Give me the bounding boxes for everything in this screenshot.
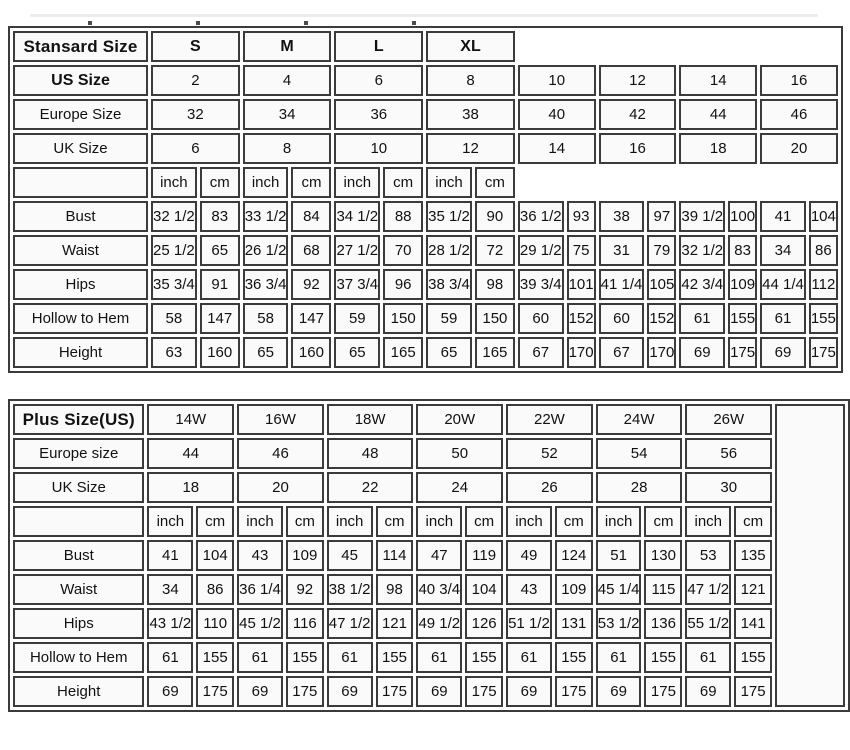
measurement-value: 45 1/4 — [596, 574, 642, 605]
measurement-value: 86 — [809, 235, 838, 266]
measurement-value: 165 — [475, 337, 515, 368]
size-group-header: L — [334, 31, 423, 62]
measurement-value: 175 — [196, 676, 234, 707]
measurement-value: 34 — [760, 235, 806, 266]
measurement-value: 101 — [567, 269, 596, 300]
unit-label: inch — [596, 506, 642, 537]
size-value: 42 — [599, 99, 677, 130]
measurement-value: 160 — [200, 337, 240, 368]
size-value: 16 — [599, 133, 677, 164]
row-label: Waist — [13, 235, 148, 266]
size-value: 28 — [596, 472, 683, 503]
measurement-value: 165 — [383, 337, 423, 368]
measurement-value: 155 — [555, 642, 593, 673]
size-value: 8 — [243, 133, 332, 164]
size-value: 46 — [237, 438, 324, 469]
measurement-value: 69 — [760, 337, 806, 368]
measurement-value: 37 3/4 — [334, 269, 380, 300]
unit-label: cm — [383, 167, 423, 198]
unit-label: cm — [465, 506, 503, 537]
measurement-value: 131 — [555, 608, 593, 639]
measurement-value: 88 — [383, 201, 423, 232]
plus-size-table — [8, 399, 850, 712]
unit-label: inch — [147, 506, 193, 537]
size-value: 22 — [327, 472, 414, 503]
row-label: Waist — [13, 574, 144, 605]
cropped-content-artifact — [196, 21, 200, 25]
measurement-value: 155 — [809, 303, 838, 334]
measurement-value: 44 1/4 — [760, 269, 806, 300]
unit-row-corner-cell — [13, 506, 144, 537]
measurement-value: 115 — [644, 574, 682, 605]
size-group-header: 24W — [596, 404, 683, 435]
measurement-value: 69 — [506, 676, 552, 707]
measurement-value: 60 — [599, 303, 645, 334]
measurement-value: 96 — [383, 269, 423, 300]
measurement-value: 69 — [237, 676, 283, 707]
size-group-header: S — [151, 31, 240, 62]
cropped-content-artifact — [30, 14, 818, 17]
measurement-value: 38 1/2 — [327, 574, 373, 605]
size-value: 56 — [685, 438, 772, 469]
measurement-value: 97 — [647, 201, 676, 232]
size-value: 30 — [685, 472, 772, 503]
measurement-value: 28 1/2 — [426, 235, 472, 266]
unit-row-corner-cell — [13, 167, 148, 198]
measurement-value: 150 — [383, 303, 423, 334]
measurement-value: 49 1/2 — [416, 608, 462, 639]
measurement-value: 98 — [376, 574, 414, 605]
measurement-value: 98 — [475, 269, 515, 300]
unit-label: inch — [327, 506, 373, 537]
measurement-value: 121 — [376, 608, 414, 639]
measurement-value: 110 — [196, 608, 234, 639]
size-value: 2 — [151, 65, 240, 96]
blank-column-cell — [775, 404, 845, 707]
measurement-value: 109 — [555, 574, 593, 605]
measurement-value: 39 3/4 — [518, 269, 564, 300]
size-value: 36 — [334, 99, 423, 130]
measurement-value: 83 — [728, 235, 757, 266]
measurement-value: 47 1/2 — [685, 574, 731, 605]
measurement-value: 32 1/2 — [679, 235, 725, 266]
measurement-value: 175 — [734, 676, 772, 707]
size-value: 6 — [151, 133, 240, 164]
measurement-value: 86 — [196, 574, 234, 605]
measurement-value: 175 — [555, 676, 593, 707]
measurement-value: 135 — [734, 540, 772, 571]
measurement-value: 65 — [334, 337, 380, 368]
measurement-value: 160 — [291, 337, 331, 368]
measurement-value: 69 — [327, 676, 373, 707]
measurement-value: 43 1/2 — [147, 608, 193, 639]
measurement-value: 36 1/4 — [237, 574, 283, 605]
size-value: 20 — [237, 472, 324, 503]
measurement-value: 27 1/2 — [334, 235, 380, 266]
measurement-value: 53 — [685, 540, 731, 571]
measurement-value: 49 — [506, 540, 552, 571]
unit-label: cm — [644, 506, 682, 537]
unit-label: cm — [200, 167, 240, 198]
size-value: 40 — [518, 99, 596, 130]
measurement-value: 63 — [151, 337, 197, 368]
measurement-value: 47 1/2 — [327, 608, 373, 639]
measurement-value: 126 — [465, 608, 503, 639]
measurement-value: 51 — [596, 540, 642, 571]
size-value: 54 — [596, 438, 683, 469]
measurement-value: 92 — [286, 574, 324, 605]
measurement-value: 155 — [286, 642, 324, 673]
size-value: 26 — [506, 472, 593, 503]
measurement-value: 155 — [376, 642, 414, 673]
measurement-value: 61 — [416, 642, 462, 673]
measurement-value: 105 — [647, 269, 676, 300]
row-label: Bust — [13, 540, 144, 571]
measurement-value: 100 — [728, 201, 757, 232]
measurement-value: 175 — [465, 676, 503, 707]
measurement-value: 91 — [200, 269, 240, 300]
unit-label: inch — [237, 506, 283, 537]
measurement-value: 155 — [734, 642, 772, 673]
cropped-content-artifact — [304, 21, 308, 25]
measurement-value: 175 — [728, 337, 757, 368]
size-group-header: 26W — [685, 404, 772, 435]
measurement-value: 67 — [518, 337, 564, 368]
measurement-value: 41 — [147, 540, 193, 571]
measurement-value: 155 — [196, 642, 234, 673]
size-value: 38 — [426, 99, 515, 130]
size-group-header: M — [243, 31, 332, 62]
measurement-value: 34 1/2 — [334, 201, 380, 232]
size-value: 14 — [679, 65, 757, 96]
size-group-header: 22W — [506, 404, 593, 435]
size-value: 52 — [506, 438, 593, 469]
measurement-value: 43 — [237, 540, 283, 571]
row-label: Hips — [13, 269, 148, 300]
size-value: 50 — [416, 438, 503, 469]
measurement-value: 33 1/2 — [243, 201, 289, 232]
measurement-value: 53 1/2 — [596, 608, 642, 639]
measurement-value: 90 — [475, 201, 515, 232]
size-value: 34 — [243, 99, 332, 130]
size-value: 16 — [760, 65, 838, 96]
measurement-value: 136 — [644, 608, 682, 639]
cropped-content-artifact — [412, 21, 416, 25]
measurement-value: 65 — [200, 235, 240, 266]
measurement-value: 69 — [147, 676, 193, 707]
size-value: 18 — [679, 133, 757, 164]
size-value: 48 — [327, 438, 414, 469]
measurement-value: 40 3/4 — [416, 574, 462, 605]
measurement-value: 124 — [555, 540, 593, 571]
measurement-value: 59 — [334, 303, 380, 334]
measurement-value: 61 — [596, 642, 642, 673]
measurement-value: 51 1/2 — [506, 608, 552, 639]
measurement-value: 75 — [567, 235, 596, 266]
measurement-value: 104 — [196, 540, 234, 571]
unit-label: inch — [685, 506, 731, 537]
measurement-value: 121 — [734, 574, 772, 605]
measurement-value: 35 1/2 — [426, 201, 472, 232]
measurement-value: 59 — [426, 303, 472, 334]
measurement-value: 170 — [567, 337, 596, 368]
unit-label: inch — [243, 167, 289, 198]
measurement-value: 65 — [426, 337, 472, 368]
size-value: 46 — [760, 99, 838, 130]
measurement-value: 112 — [809, 269, 838, 300]
measurement-value: 61 — [506, 642, 552, 673]
unit-label: inch — [416, 506, 462, 537]
measurement-value: 147 — [291, 303, 331, 334]
size-value: 44 — [679, 99, 757, 130]
measurement-value: 72 — [475, 235, 515, 266]
measurement-value: 170 — [647, 337, 676, 368]
measurement-value: 45 1/2 — [237, 608, 283, 639]
measurement-value: 83 — [200, 201, 240, 232]
measurement-value: 69 — [685, 676, 731, 707]
size-value: 24 — [416, 472, 503, 503]
measurement-value: 69 — [416, 676, 462, 707]
measurement-value: 35 3/4 — [151, 269, 197, 300]
row-label: Europe Size — [13, 99, 148, 130]
measurement-value: 29 1/2 — [518, 235, 564, 266]
measurement-value: 116 — [286, 608, 324, 639]
measurement-value: 84 — [291, 201, 331, 232]
unit-label: inch — [334, 167, 380, 198]
unit-label: cm — [196, 506, 234, 537]
size-value: 6 — [334, 65, 423, 96]
size-value: 12 — [426, 133, 515, 164]
size-value: 4 — [243, 65, 332, 96]
unit-label: inch — [426, 167, 472, 198]
measurement-value: 155 — [728, 303, 757, 334]
size-value: 32 — [151, 99, 240, 130]
size-value: 20 — [760, 133, 838, 164]
measurement-value: 61 — [685, 642, 731, 673]
measurement-value: 41 — [760, 201, 806, 232]
measurement-value: 141 — [734, 608, 772, 639]
measurement-value: 61 — [327, 642, 373, 673]
measurement-value: 36 1/2 — [518, 201, 564, 232]
measurement-value: 155 — [465, 642, 503, 673]
cropped-content-artifact — [88, 21, 92, 25]
measurement-value: 68 — [291, 235, 331, 266]
unit-label: cm — [475, 167, 515, 198]
corner-label-cell: Stansard Size — [13, 31, 148, 62]
size-group-header: 16W — [237, 404, 324, 435]
size-value: 8 — [426, 65, 515, 96]
measurement-value: 32 1/2 — [151, 201, 197, 232]
unit-label: cm — [734, 506, 772, 537]
unit-label: cm — [286, 506, 324, 537]
row-label: US Size — [13, 65, 148, 96]
measurement-value: 41 1/4 — [599, 269, 645, 300]
row-label: Hollow to Hem — [13, 642, 144, 673]
row-label: Hips — [13, 608, 144, 639]
size-value: 18 — [147, 472, 234, 503]
measurement-value: 93 — [567, 201, 596, 232]
measurement-value: 61 — [237, 642, 283, 673]
measurement-value: 104 — [465, 574, 503, 605]
measurement-value: 42 3/4 — [679, 269, 725, 300]
measurement-value: 61 — [760, 303, 806, 334]
measurement-value: 61 — [679, 303, 725, 334]
measurement-value: 65 — [243, 337, 289, 368]
size-value: 10 — [518, 65, 596, 96]
measurement-value: 130 — [644, 540, 682, 571]
measurement-value: 39 1/2 — [679, 201, 725, 232]
corner-label-cell: Plus Size(US) — [13, 404, 144, 435]
unit-label: inch — [151, 167, 197, 198]
size-value: 44 — [147, 438, 234, 469]
measurement-value: 47 — [416, 540, 462, 571]
size-group-header: 14W — [147, 404, 234, 435]
measurement-value: 26 1/2 — [243, 235, 289, 266]
measurement-value: 119 — [465, 540, 503, 571]
row-label: Bust — [13, 201, 148, 232]
measurement-value: 175 — [286, 676, 324, 707]
size-group-header: XL — [426, 31, 515, 62]
measurement-value: 25 1/2 — [151, 235, 197, 266]
measurement-value: 147 — [200, 303, 240, 334]
measurement-value: 92 — [291, 269, 331, 300]
measurement-value: 36 3/4 — [243, 269, 289, 300]
measurement-value: 43 — [506, 574, 552, 605]
measurement-value: 34 — [147, 574, 193, 605]
measurement-value: 55 1/2 — [685, 608, 731, 639]
measurement-value: 58 — [243, 303, 289, 334]
row-label: UK Size — [13, 133, 148, 164]
measurement-value: 150 — [475, 303, 515, 334]
row-label: Height — [13, 337, 148, 368]
measurement-value: 31 — [599, 235, 645, 266]
measurement-value: 38 — [599, 201, 645, 232]
measurement-value: 70 — [383, 235, 423, 266]
standard-size-table — [8, 26, 843, 373]
unit-label: inch — [506, 506, 552, 537]
unit-label: cm — [291, 167, 331, 198]
size-group-header: 18W — [327, 404, 414, 435]
measurement-value: 38 3/4 — [426, 269, 472, 300]
row-label: UK Size — [13, 472, 144, 503]
measurement-value: 79 — [647, 235, 676, 266]
measurement-value: 104 — [809, 201, 838, 232]
measurement-value: 45 — [327, 540, 373, 571]
row-label: Hollow to Hem — [13, 303, 148, 334]
size-value: 14 — [518, 133, 596, 164]
measurement-value: 155 — [644, 642, 682, 673]
measurement-value: 175 — [644, 676, 682, 707]
measurement-value: 152 — [567, 303, 596, 334]
measurement-value: 175 — [809, 337, 838, 368]
row-label: Height — [13, 676, 144, 707]
measurement-value: 69 — [679, 337, 725, 368]
measurement-value: 67 — [599, 337, 645, 368]
measurement-value: 58 — [151, 303, 197, 334]
row-label: Europe size — [13, 438, 144, 469]
measurement-value: 61 — [147, 642, 193, 673]
measurement-value: 114 — [376, 540, 414, 571]
measurement-value: 152 — [647, 303, 676, 334]
measurement-value: 175 — [376, 676, 414, 707]
size-value: 10 — [334, 133, 423, 164]
unit-label: cm — [555, 506, 593, 537]
measurement-value: 109 — [286, 540, 324, 571]
size-group-header: 20W — [416, 404, 503, 435]
size-value: 12 — [599, 65, 677, 96]
measurement-value: 109 — [728, 269, 757, 300]
unit-label: cm — [376, 506, 414, 537]
measurement-value: 60 — [518, 303, 564, 334]
measurement-value: 69 — [596, 676, 642, 707]
